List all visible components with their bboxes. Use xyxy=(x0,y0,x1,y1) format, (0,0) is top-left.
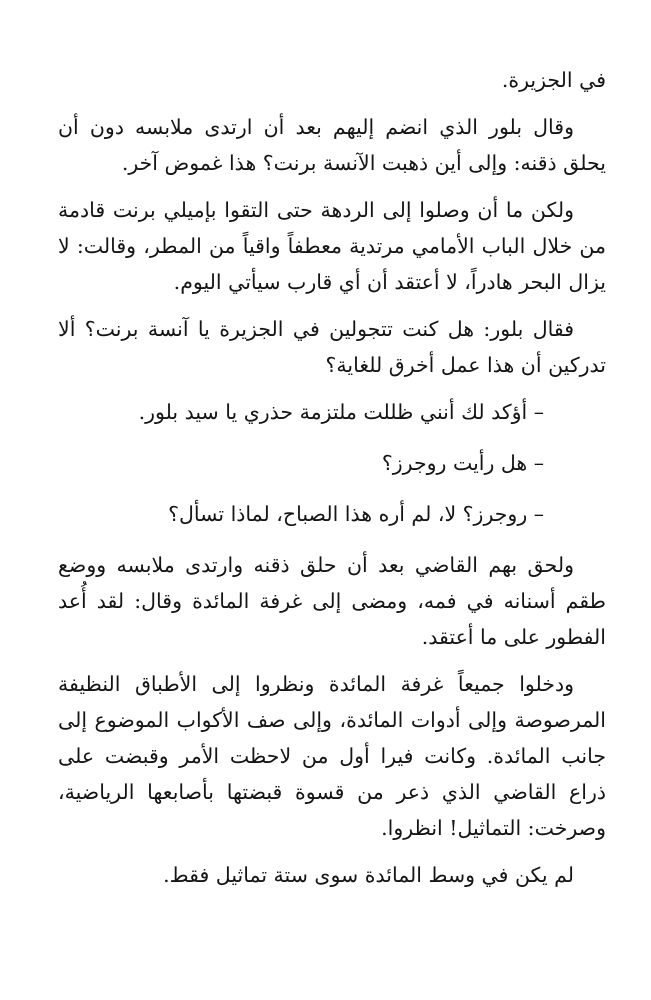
book-page xyxy=(58,62,606,904)
paragraph-dining-room: ودخلوا جميعاً غرفة المائدة ونظروا إلى الأطباق النظيفة المرصوصة وإلى أدوات المائدة، وإلى صف الأكواب الموضوع إلى جانب المائدة. وكانت فيرا أول من لاحظت الأمر وقبضت على ذراع القاضي الذي ذعر من قسوة قبضتها بأصابعها الرياضية، وصرخت: التماثيل! انظروا. xyxy=(58,672,606,840)
paragraph-emily-brent-returns: ولكن ما أن وصلوا إلى الردهة حتى التقوا بإميلي برنت قادمة من خلال الباب الأمامي مرتدية معطفاً واقياً من المطر، وقالت: لا يزال البحر هادراً، لا أعتقد أن أي قارب سيأتي اليوم. xyxy=(58,198,606,294)
paragraph-six-figurines: لم يكن في وسط المائدة سوى ستة تماثيل فقط. xyxy=(163,863,574,887)
dialogue-line: – هل رأيت روجرز؟ xyxy=(381,451,544,475)
paragraph-continuation: في الجزيرة. xyxy=(501,68,606,92)
dialogue-line: – أؤكد لك أنني ظللت ملتزمة حذري يا سيد بلور. xyxy=(138,400,544,424)
paragraph-blore-question: فقال بلور: هل كنت تتجولين في الجزيرة يا آنسة برنت؟ ألا تدركين أن هذا عمل أخرق للغاية؟ xyxy=(58,317,606,377)
paragraph-judge-arrives: ولحق بهم القاضي بعد أن حلق ذقنه وارتدى ملابسه ووضع طقم أسنانه في فمه، ومضى إلى غرفة المائدة وقال: لقد أُعد الفطور على ما أعتقد. xyxy=(58,553,606,649)
paragraph-blore-arrives: وقال بلور الذي انضم إليهم بعد أن ارتدى ملابسه دون أن يحلق ذقنه: وإلى أين ذهبت الآنسة برنت؟ هذا غموض آخر. xyxy=(58,115,606,175)
dialogue-line: – روجرز؟ لا، لم أره هذا الصباح، لماذا تسأل؟ xyxy=(168,502,544,526)
